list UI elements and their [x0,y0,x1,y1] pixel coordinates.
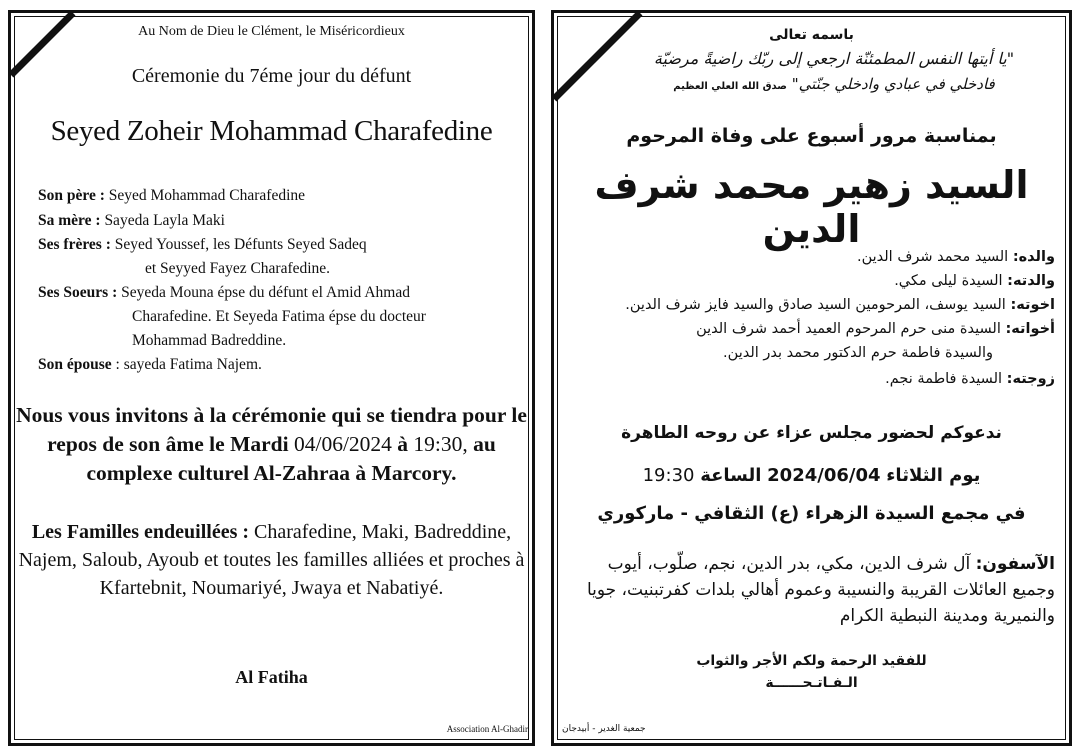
invitation-venue: au complexe culturel Al-Zahraa à Marcory. [86,432,496,485]
arabic-mother-value: السيدة ليلى مكي. [894,273,1003,289]
arabic-spouse-value: السيدة فاطمة نجم. [885,371,1003,387]
sisters-value-cont2: Mohammad Badreddine. [132,332,287,349]
invitation-text: Nous vous invitons à la cérémonie qui se tiendra pour le repos de son âme le Mardi [16,403,527,456]
arabic-sisters-line [696,317,1055,341]
father-line [38,184,305,208]
arabic-father-label: والده: [1012,249,1055,265]
arabic-deceased-name: السيد زهير محمد شرف الدين [594,163,1029,251]
arabic-venue: في مجمع السيدة الزهراء (ع) الثقافي - ماركوري [597,503,1026,524]
spouse-line [38,353,262,377]
arabic-notice-panel [551,10,1072,746]
brothers-line [38,233,367,257]
sisters-label: Ses Soeurs : [38,284,118,301]
deceased-name: Seyed Zoheir Mohammad Charafedine [50,115,493,147]
invitation-at: à [397,432,409,456]
ceremony-title: Céremonie du 7éme jour du défunt [131,65,412,87]
sisters-value: Seyeda Mouna épse du défunt el Amid Ahmad [121,284,410,301]
arabic-time: 19:30 [642,465,695,486]
arabic-invitation: ندعوكم لحضور مجلس عزاء عن روحه الطاهرة [621,423,1002,443]
father-label: Son père : [38,187,105,204]
arabic-fatiha: الـفـاتـحــــــة [765,675,858,691]
arabic-mourners-paragraph [568,551,1055,629]
invitation-date: 04/06/2024 [293,432,392,456]
arabic-brothers-value: السيد يوسف، المرحومين السيد صادق والسيد فايز شرف الدين. [625,297,1006,313]
brothers-value: Seyed Youssef, les Défunts Seyed Sadeq [114,236,367,253]
sisters-line [38,281,410,305]
quran-verse-source: صدق الله العلي العظيم [673,81,787,92]
invocation-header: Au Nom de Dieu le Clément, le Miséricordieux [138,24,405,39]
arabic-sisters-value-cont: والسيدة فاطمة حرم الدكتور محمد بدر الدين. [723,345,993,361]
arabic-time-word: الساعة [700,465,762,486]
mother-value: Sayeda Layla Maki [104,212,225,229]
association-signature: Association Al-Ghadir [446,724,528,734]
arabic-father-line [857,245,1055,269]
sisters-value-cont: Charafedine. Et Seyeda Fatima épse du docteur [132,308,426,325]
spouse-label: Son épouse [38,356,112,373]
invitation-paragraph [11,401,532,488]
arabic-date: 2024/06/04 [767,465,881,486]
arabic-condolence: للفقيد الرحمة ولكم الأجر والثواب [696,653,927,669]
arabic-association-signature: جمعية الغدير - أبيدجان [562,724,646,734]
father-value: Seyed Mohammad Charafedine [108,187,306,204]
arabic-father-value: السيد محمد شرف الدين. [856,249,1009,265]
arabic-mother-line [894,269,1055,293]
quran-verse-text: فادخلي في عبادي وادخلي جنّتي" [791,75,995,93]
families-text: Charafedine, Maki, Badreddine, Najem, Saloub, Ayoub et toutes les familles alliées et proches à Kfartebnit, Noumariyé, Jwaya et Nabatiyé. [18,521,525,599]
french-notice-panel [8,10,535,746]
arabic-invocation: باسمه تعالى [769,27,854,43]
mother-line [38,209,225,233]
arabic-day: يوم الثلاثاء [886,465,981,486]
spouse-value: : sayeda Fatima Najem. [115,356,262,373]
closing-prayer: Al Fatiha [235,667,308,687]
quran-verse-line1: "يا أيتها النفس المطمئنّة ارجعي إلى ربّك راضيةً مرضيّة [653,49,1015,68]
arabic-date-line [554,465,1069,486]
arabic-mourners-label: الآسفون: [975,554,1055,574]
families-label: Les Familles endeuillées : [31,521,250,543]
arabic-sisters-label: أخواته: [1005,321,1055,337]
families-paragraph [11,518,532,602]
mother-label: Sa mère : [38,212,101,229]
brothers-value-cont: et Seyyed Fayez Charafedine. [145,260,331,277]
arabic-mourners-text: آل شرف الدين، مكي، بدر الدين، نجم، صلّوب، أيوب وجميع العائلات القريبة والنسيبة وعموم أهالي بلدات كفرتبنيت، جويا والنميرية ومدينة النبطية الكرام [586,554,1055,626]
arabic-occasion: بمناسبة مرور أسبوع على وفاة المرحوم [626,125,997,147]
arabic-spouse-line [885,367,1055,391]
arabic-brothers-line [625,293,1055,317]
quran-verse-line2 [614,75,1054,93]
arabic-mother-label: والدته: [1007,273,1055,289]
brothers-label: Ses frères : [38,236,111,253]
arabic-spouse-label: زوجته: [1006,371,1055,387]
invitation-time: 19:30, [413,432,468,456]
arabic-sisters-value: السيدة منى حرم المرحوم العميد أحمد شرف الدين [696,321,1001,337]
arabic-brothers-label: اخوته: [1010,297,1055,313]
